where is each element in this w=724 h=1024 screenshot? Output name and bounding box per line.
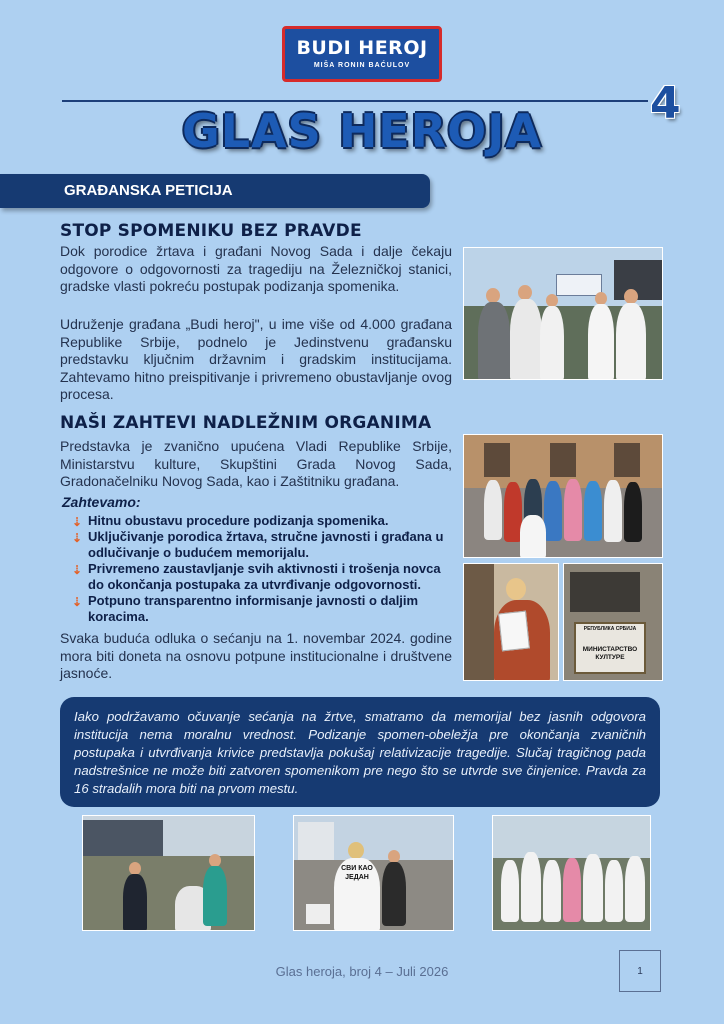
budi-heroj-logo <box>282 26 442 82</box>
footer-text: Glas heroja, broj 4 – Juli 2026 <box>275 964 449 979</box>
ministry-sign-text: МИНИСТАРСТВО КУЛТУРЕ <box>582 646 638 661</box>
arrow-bullet-icon: ⇣ <box>72 515 83 529</box>
list-item: ⇣ Uključivanje porodica žrtava, stručne javnosti i građana u odlučivanje o budućem memorijalu. <box>72 529 444 560</box>
arrow-bullet-icon: ⇣ <box>72 531 83 545</box>
arrow-bullet-icon: ⇣ <box>72 563 83 577</box>
photo-bottom-left <box>82 815 255 931</box>
section-title: GRAĐANSKA PETICIJA <box>0 174 430 208</box>
quote-box: Iako podržavamo očuvanje sećanja na žrtve, smatramo da memorijal bez jasnih odgovora institucija nema moralnu vrednost. Podizanje spomen-obeležja pre okončanja zvaničnih postupaka i utvrđivanja krivice predstavlja pokušaj relativizacije tragedije. Slučaj tragičnog pada nadstrešnice ne može biti zatvoren spomenikom pre nego što se utvrde sve činjenice. Pravda za 16 stradalih mora biti na prvom mestu. <box>60 697 660 807</box>
article2-paragraph1: Predstavka je zvanično upućena Vladi Republike Srbije, Ministarstvu kulture, Skupštini Grada Novog Sada, Gradonačelniku Novog Sada, kao i Zaštitniku građana. <box>60 438 452 489</box>
arrow-bullet-icon: ⇣ <box>72 595 83 609</box>
page-number: 1 <box>619 950 661 992</box>
list-item: ⇣ Privremeno zaustavljanje svih aktivnosti i trošenja novca do okončanja postupaka za utvrđivanje odgovornosti. <box>72 561 441 592</box>
article1-paragraph1: Dok porodice žrtava i građani Novog Sada i dalje čekaju odgovore o odgovornosti za tragediju na Železničkoj stanici, gradske vlasti pokreću postupak podizanja spomenika. <box>60 243 452 294</box>
list-item: ⇣ Potpuno transparentno informisanje javnosti o daljim koracima. <box>72 593 419 624</box>
photo-woman-document <box>463 563 559 681</box>
header-rule <box>62 100 648 102</box>
issue-number: 4 <box>650 78 681 129</box>
logo-subtitle: MIŠA RONIN BAĆULOV <box>313 62 411 69</box>
photo-bottom-middle <box>293 815 454 931</box>
shirt-text: СВИ КАО ЈЕДАН <box>341 865 373 881</box>
article1-heading: STOP SPOMENIKU BEZ PRAVDE <box>60 221 362 241</box>
logo-title: BUDI HEROJ <box>296 37 428 59</box>
photo-group-square <box>463 434 663 558</box>
photo-group-station <box>463 247 663 380</box>
article1-paragraph2: Udruženje građana „Budi heroj", u ime više od 4.000 građana Republike Srbije, podnelo je Jedinstvenu građansku predstavku ključnim državnim i gradskim institucijama. Zahtevamo hitno preispitivanje i privremeno obustavljanje ovog procesa. <box>60 316 452 402</box>
requests-list <box>72 513 454 625</box>
photo-bottom-right <box>492 815 651 931</box>
photo-ministry-sign <box>563 563 663 681</box>
masthead-title: GLAS HEROJA <box>182 104 542 158</box>
article2-paragraph2: Svaka buduća odluka o sećanju na 1. novembar 2024. godine mora biti doneta na osnovu potpune institucionalne i društvene jasnoće. <box>60 630 452 681</box>
ministry-sign-top-text: РЕПУБЛИКА СРБИЈА <box>583 626 637 632</box>
requests-title: Zahtevamo: <box>62 494 141 510</box>
article2-heading: NAŠI ZAHTEVI NADLEŽNIM ORGANIMA <box>60 413 432 433</box>
list-item: ⇣ Hitnu obustavu procedure podizanja spomenika. <box>72 513 389 529</box>
